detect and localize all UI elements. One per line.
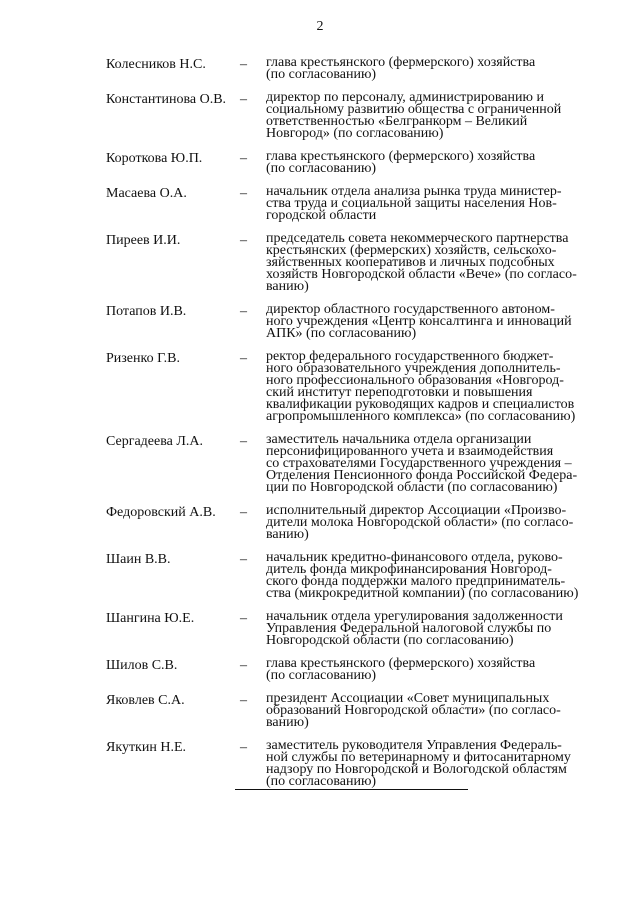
member-position [266, 658, 596, 682]
position-text-line: ванию) [266, 715, 309, 730]
member-position [266, 233, 596, 293]
dash-separator: – [240, 304, 247, 319]
member-name: Константинова О.В. [106, 92, 227, 107]
member-position [266, 693, 596, 729]
dash-separator: – [240, 611, 247, 626]
member-position [266, 434, 596, 494]
position-text-line: президент Ассоциации «Совет муниципальных [266, 691, 550, 706]
member-name: Федоровский А.В. [106, 505, 216, 520]
position-text-line: Управления Федеральной налоговой службы по [266, 621, 552, 636]
member-position [266, 186, 596, 222]
member-name: Ризенко Г.В. [106, 351, 180, 366]
position-text-line: ванию) [266, 279, 309, 294]
list-item [106, 304, 606, 340]
dash-separator: – [240, 740, 247, 755]
position-text-line: Новгородской области (по согласованию) [266, 633, 514, 648]
position-text-line: (по согласованию) [266, 774, 377, 789]
member-name: Сергадеева Л.А. [106, 434, 203, 449]
position-text-line: квалификации руководящих кадров и специалистов [266, 397, 575, 412]
member-position [266, 505, 596, 541]
position-text-line: агропромышленного комплекса» (по согласованию) [266, 409, 576, 424]
position-text-line: ного учреждения «Центр консалтинга и инноваций [266, 314, 572, 329]
member-position [266, 304, 596, 340]
position-text-line: директор областного государственного автоном- [266, 302, 555, 317]
member-list [106, 57, 606, 799]
member-name: Шангина Ю.Е. [106, 611, 195, 626]
position-text-line: социальному развитию общества с ограниченной [266, 102, 562, 117]
list-item [106, 552, 606, 600]
position-text-line: заместитель руководителя Управления Федераль- [266, 738, 562, 753]
member-name: Колесников Н.С. [106, 57, 206, 72]
position-text-line: АПК» (по согласованию) [266, 326, 417, 341]
position-text-line: надзору по Новгородской и Вологодской областям [266, 762, 567, 777]
position-text-line: ректор федерального государственного бюджет- [266, 349, 554, 364]
position-text-line: ванию) [266, 527, 309, 542]
member-position [266, 552, 596, 600]
list-item [106, 693, 606, 729]
dash-separator: – [240, 505, 247, 520]
list-item [106, 434, 606, 494]
position-text-line: ного профессионального образования «Новгород- [266, 373, 564, 388]
dash-separator: – [240, 92, 247, 107]
list-item [106, 151, 606, 175]
dash-separator: – [240, 186, 247, 201]
member-name: Шилов С.В. [106, 658, 178, 673]
position-text-line: исполнительный директор Ассоциации «Произво- [266, 503, 567, 518]
position-text-line: директор по персоналу, администрированию и [266, 90, 544, 105]
position-text-line: начальник кредитно-финансового отдела, руково- [266, 550, 563, 565]
dash-separator: – [240, 151, 247, 166]
list-item [106, 233, 606, 293]
position-text-line: ского фонда поддержки малого предприниматель- [266, 574, 566, 589]
position-text-line: персонифицированного учета и взаимодействия [266, 444, 554, 459]
dash-separator: – [240, 552, 247, 567]
closing-separator-line [235, 789, 468, 790]
position-text-line: образований Новгородской области» (по согласо- [266, 703, 561, 718]
list-item [106, 186, 606, 222]
list-item [106, 57, 606, 81]
member-name: Якуткин Н.Е. [106, 740, 187, 755]
position-text-line: председатель совета некоммерческого партнерства [266, 231, 569, 246]
list-item [106, 611, 606, 647]
position-text-line: дители молока Новгородской области» (по согласо- [266, 515, 574, 530]
member-position [266, 151, 596, 175]
list-item [106, 658, 606, 682]
position-text-line: ции по Новгородской области (по согласованию) [266, 480, 558, 495]
position-text-line: крестьянских (фермерских) хозяйств, сельскохо- [266, 243, 557, 258]
member-name: Масаева О.А. [106, 186, 187, 201]
dash-separator: – [240, 693, 247, 708]
position-text-line: глава крестьянского (фермерского) хозяйства [266, 656, 536, 671]
member-position [266, 740, 596, 788]
list-item [106, 740, 606, 788]
position-text-line: (по согласованию) [266, 161, 377, 176]
position-text-line: ного образовательного учреждения дополнитель- [266, 361, 561, 376]
member-position [266, 611, 596, 647]
position-text-line: ский институт переподготовки и повышения [266, 385, 533, 400]
position-text-line: (по согласованию) [266, 668, 377, 683]
position-text-line: со страхователями Государственного учреждения – [266, 456, 572, 471]
position-text-line: зяйственных кооперативов и личных подсобных [266, 255, 555, 270]
dash-separator: – [240, 434, 247, 449]
position-text-line: глава крестьянского (фермерского) хозяйства [266, 55, 536, 70]
position-text-line: ства (микрокредитной компании) (по согласованию) [266, 586, 579, 601]
member-position [266, 351, 596, 423]
member-name: Пиреев И.И. [106, 233, 181, 248]
list-item [106, 92, 606, 140]
position-text-line: Отделения Пенсионного фонда Российской Федера- [266, 468, 578, 483]
member-position [266, 57, 596, 81]
dash-separator: – [240, 57, 247, 72]
position-text-line: начальник отдела анализа рынка труда министер- [266, 184, 562, 199]
position-text-line: заместитель начальника отдела организации [266, 432, 532, 447]
position-text-line: ства труда и социальной защиты населения Нов- [266, 196, 557, 211]
position-text-line: Новгород» (по согласованию) [266, 126, 444, 141]
list-item [106, 505, 606, 541]
position-text-line: (по согласованию) [266, 67, 377, 82]
position-text-line: начальник отдела урегулирования задолженности [266, 609, 563, 624]
position-text-line: дитель фонда микрофинансирования Новгород- [266, 562, 552, 577]
member-position [266, 92, 596, 140]
position-text-line: ной службы по ветеринарному и фитосанитарному [266, 750, 571, 765]
member-name: Шаин В.В. [106, 552, 171, 567]
position-text-line: глава крестьянского (фермерского) хозяйства [266, 149, 536, 164]
member-name: Короткова Ю.П. [106, 151, 203, 166]
member-name: Потапов И.В. [106, 304, 187, 319]
position-text-line: городской области [266, 208, 377, 223]
position-text-line: хозяйств Новгородской области «Вече» (по согласо- [266, 267, 577, 282]
dash-separator: – [240, 658, 247, 673]
page-number: 2 [316, 19, 324, 34]
position-text-line: ответственностью «Белгранкорм – Великий [266, 114, 528, 129]
dash-separator: – [240, 351, 247, 366]
dash-separator: – [240, 233, 247, 248]
member-name: Яковлев С.А. [106, 693, 185, 708]
list-item [106, 351, 606, 423]
